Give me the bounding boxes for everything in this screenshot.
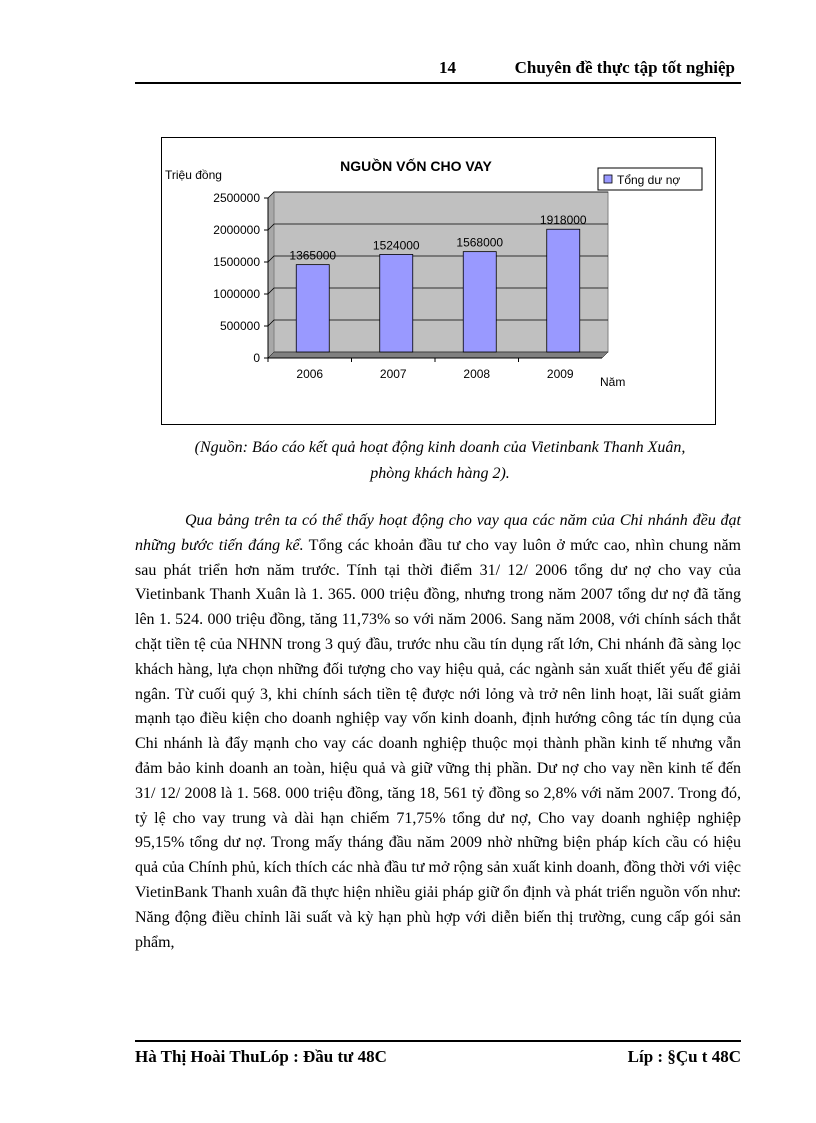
loan-capital-chart (161, 137, 716, 425)
bar (296, 265, 329, 352)
x-tick-label: 2008 (463, 367, 491, 381)
bar (463, 252, 496, 352)
y-tick-label: 2000000 (213, 223, 260, 237)
caption-line-1: (Nguồn: Báo cáo kết quả hoạt động kinh doanh của Vietinbank Thanh Xuân, (194, 439, 686, 456)
bar (547, 229, 580, 352)
footer-class: Líp : §Çu t 48C (627, 1047, 741, 1066)
data-label: 1365000 (289, 248, 337, 263)
paragraph-rest: Tổng các khoản đầu tư cho vay luôn ở mức cao, nhìn chung năm sau phát triển hơn năm trước. Tính tại thời điểm 31/ 12/ 2006 tổng dư nợ cho vay của Vietinbank Thanh Xuân là 1. 365. 000 triệu đồng, nhưng trong năm 2007 tổng dư nợ đã tăng lên 1. 524. 000 triệu đồng, tăng 11,73% so với năm 2006. Sang năm 2008, với chính sách thắt chặt tiền tệ của NHNN trong 3 quý đầu, trước nhu cầu tín dụng rất lớn, Chi nhánh đã sàng lọc khách hàng, lựa chọn những đối tượng cho vay hiệu quả, các ngành sản xuất thiết yếu để giải ngân. Từ cuối quý 3, khi chính sách tiền tệ được nới lỏng và trở nên linh hoạt, lãi suất giảm mạnh tạo điều kiện cho doanh nghiệp vay vốn kinh doanh, định hướng công tác tín dụng của Chi nhánh là đẩy mạnh cho vay các doanh nghiệp thuộc mọi thành phần kinh tế nhưng vẫn đảm bảo kinh doanh an toàn, hiệu quả và giữ vững thị phần. Dư nợ cho vay nền kinh tế đến 31/ 12/ 2008 là 1. 568. 000 triệu đồng, tăng 18, 561 tỷ đồng so 2,8% với năm 2007. Trong đó, tỷ lệ cho vay trung và dài hạn chiếm 71,75% tổng dư nợ, Cho vay doanh nghiệp nghiệp 95,15% tổng dư nợ. Trong mấy tháng đầu năm 2009 nhờ những biện pháp kích cầu có hiệu quả của Chính phủ, kích thích các nhà đầu tư mở rộng sản xuất kinh doanh, đồng thời với việc VietinBank Thanh xuân đã thực hiện nhiều giải pháp giữ ổn định và phát triển nguồn vốn như: Năng động điều chỉnh lãi suất và kỳ hạn phù hợp với diễn biến thị trường, cung cấp gói sản phẩm, (135, 536, 742, 951)
legend-swatch (604, 175, 612, 183)
y-tick-label: 1500000 (213, 255, 260, 269)
x-tick-label: 2006 (296, 367, 324, 381)
y-tick-label: 2500000 (213, 191, 260, 205)
footer-author: Hà Thị Hoài ThuLóp : Đầu tư 48C (135, 1047, 387, 1066)
data-label: 1918000 (539, 213, 587, 228)
plot-floor (268, 352, 608, 358)
paragraph-lead: Qua bảng trên ta có thể thấy hoạt động cho vay qua các năm của Chi nhánh đều đạt những bước tiến đáng kể. (135, 512, 741, 554)
page-header (135, 56, 741, 84)
paragraph (135, 509, 741, 955)
x-axis-label: Năm (600, 375, 626, 389)
chart-source-caption (150, 435, 730, 487)
chart-svg (162, 138, 715, 424)
caption-line-2: phòng khách hàng 2). (370, 465, 510, 482)
bar (380, 254, 413, 352)
x-tick-label: 2007 (379, 367, 407, 381)
legend-label: Tổng dư nợ (617, 173, 681, 187)
y-tick-label: 500000 (219, 319, 260, 333)
body-paragraph (135, 509, 741, 955)
data-label: 1568000 (456, 235, 504, 250)
chart-title: NGUỒN VỐN CHO VAY (340, 158, 492, 174)
page-number: 14 (439, 58, 456, 77)
y-tick-label: 0 (253, 351, 260, 365)
data-label: 1524000 (372, 238, 420, 253)
y-axis-label: Triệu đồng (165, 168, 222, 182)
header-title: Chuyên đề thực tập tốt nghiệp (514, 58, 735, 77)
page-footer (135, 1040, 741, 1072)
x-tick-label: 2009 (546, 367, 574, 381)
y-tick-label: 1000000 (213, 287, 260, 301)
